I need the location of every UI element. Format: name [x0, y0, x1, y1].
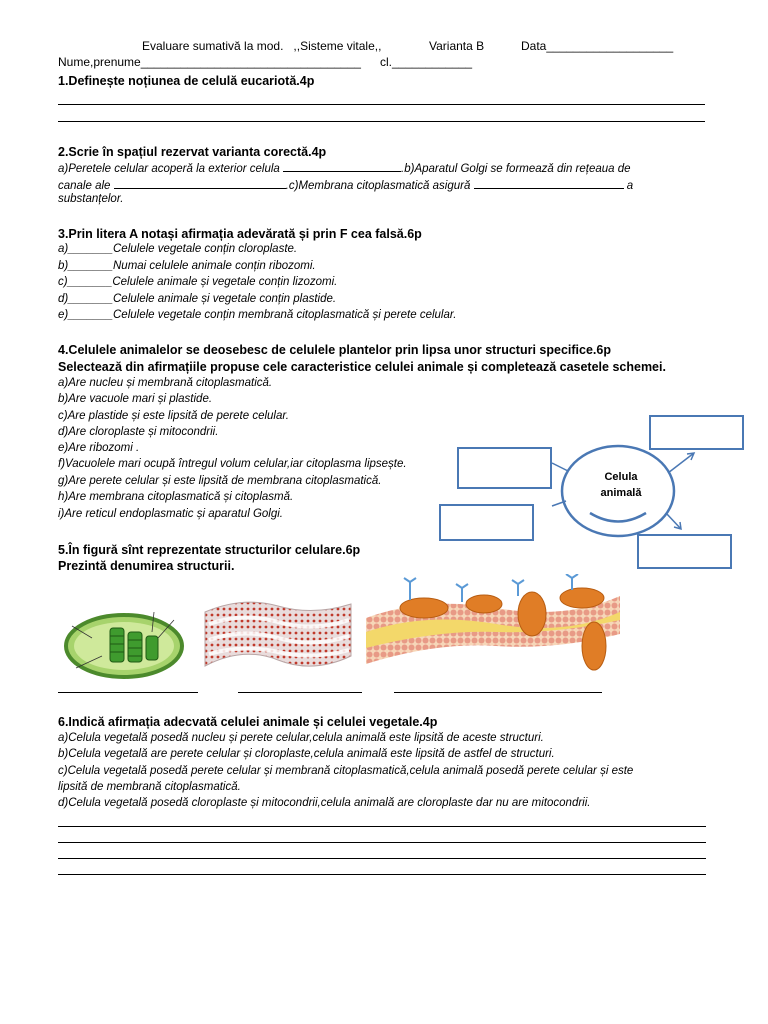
q4-item: c)Are plastide și este lipsită de perete celular. [58, 410, 289, 422]
q6-answer-line-3[interactable] [58, 858, 706, 859]
q2-c-blank[interactable] [474, 177, 624, 189]
cell-membrane-image [366, 574, 620, 680]
q2-b2-text: canale ale [58, 180, 111, 192]
q6-option-c-cont: lipsită de membrană citoplasmatică. [58, 781, 241, 793]
q4-item: g)Are perete celular și este lipsită de membrana citoplasmatică. [58, 475, 382, 487]
q2-b-text: .b)Aparatul Golgi se formează din rețeaua de [401, 163, 631, 175]
q6-title: 6.Indică afirmația adecvată celulei animale și celulei vegetale.4p [58, 715, 438, 729]
q5-answer-line-1[interactable] [58, 692, 198, 693]
schema-box-left-bottom[interactable] [439, 504, 534, 541]
q6-option-a: a)Celula vegetală posedă nucleu și perete celular,celula animală este lipsită de aceste structuri. [58, 732, 544, 744]
q6-answer-line-4[interactable] [58, 874, 706, 875]
cell-label-line-2: animală [600, 487, 642, 499]
header-variant: Varianta B [429, 39, 485, 53]
q6-option-b: b)Celula vegetală are perete celular și cloroplaste,celula animală este lipsită de astfel de structuri. [58, 748, 555, 760]
q5-title-2: Prezintă denumirea structurii. [58, 559, 235, 573]
q2-b-blank[interactable] [114, 177, 286, 189]
q4-item: i)Are reticul endoplasmatic și aparatul Golgi. [58, 508, 283, 520]
q4-item: d)Are cloroplaste și mitocondrii. [58, 426, 219, 438]
q1-answer-line-1[interactable] [58, 104, 705, 105]
schema-box-left-top[interactable] [457, 447, 552, 489]
q2-line-a [58, 160, 631, 175]
header-title: Evaluare sumativă la mod. ,,Sisteme vitale,, [142, 39, 382, 53]
chloroplast-image [62, 608, 190, 680]
q4-title-2: Selectează din afirmațiile propuse cele caracteristice celulei animale și completează casetele schemei. [58, 360, 666, 374]
q6-answer-line-1[interactable] [58, 826, 706, 827]
q2-c-end: a [626, 180, 634, 192]
q6-option-d: d)Celula vegetală posedă cloroplaste și mitocondrii,celula animală are cloroplaste dar nu are mitocondrii. [58, 797, 591, 809]
q6-option-c: c)Celula vegetală posedă perete celular și membrană citoplasmatică,celula animală posedă perete celular și este [58, 765, 634, 777]
cell-label-line-1: Celula [604, 471, 638, 483]
q1-answer-line-2[interactable] [58, 121, 705, 122]
schema-box-top-right[interactable] [649, 415, 744, 450]
q4-item: b)Are vacuole mari și plastide. [58, 393, 213, 405]
q2-c-text: .c)Membrana citoplasmatică asigură [285, 180, 471, 192]
q4-item: e)Are ribozomi . [58, 442, 140, 454]
q3-item[interactable]: b)_______Numai celulele animale conțin ribozomi. [58, 260, 316, 272]
q5-title: 5.În figură sînt reprezentate structurilor celulare.6p [58, 543, 361, 557]
q2-a-blank[interactable] [283, 160, 401, 172]
q4-title: 4.Celulele animalelor se deosebesc de celulele plantelor prin lipsa unor structuri specifice.6p [58, 343, 611, 357]
q4-item: a)Are nucleu și membrană citoplasmatică. [58, 377, 273, 389]
q2-line-b [58, 177, 633, 192]
header-class[interactable]: cl.____________ [380, 55, 473, 69]
endoplasmic-reticulum-image [203, 594, 353, 676]
q4-item: f)Vacuolele mari ocupă întregul volum celular,iar citoplasma lipsește. [58, 458, 407, 470]
q6-answer-line-2[interactable] [58, 842, 706, 843]
q3-item[interactable]: e)_______Celulele vegetale conțin membrană citoplasmatică și perete celular. [58, 309, 457, 321]
cell-label [596, 469, 646, 501]
q5-answer-line-3[interactable] [394, 692, 602, 693]
q3-item[interactable]: d)_______Celulele animale și vegetale conțin plastide. [58, 293, 337, 305]
schema-box-bottom-right[interactable] [637, 534, 732, 569]
q3-item[interactable]: c)_______Celulele animale și vegetale conțin lizozomi. [58, 276, 338, 288]
q5-answer-line-2[interactable] [238, 692, 362, 693]
q2-a-text: a)Peretele celular acoperă la exterior celula [58, 163, 280, 175]
header-name[interactable]: Nume,prenume_________________________________ [58, 55, 361, 69]
q2-title: 2.Scrie în spațiul rezervat varianta corectă.4p [58, 145, 327, 159]
q3-item[interactable]: a)_______Celulele vegetale conțin cloroplaste. [58, 243, 298, 255]
header-date[interactable]: Data___________________ [521, 39, 674, 53]
q4-item: h)Are membrana citoplasmatică și citoplasmă. [58, 491, 294, 503]
q1-title: 1.Definește noțiunea de celulă eucariotă.4p [58, 74, 315, 88]
q2-line-c2: substanțelor. [58, 193, 124, 205]
q3-title: 3.Prin litera A notași afirmația adevărată și prin F cea falsă.6p [58, 227, 422, 241]
